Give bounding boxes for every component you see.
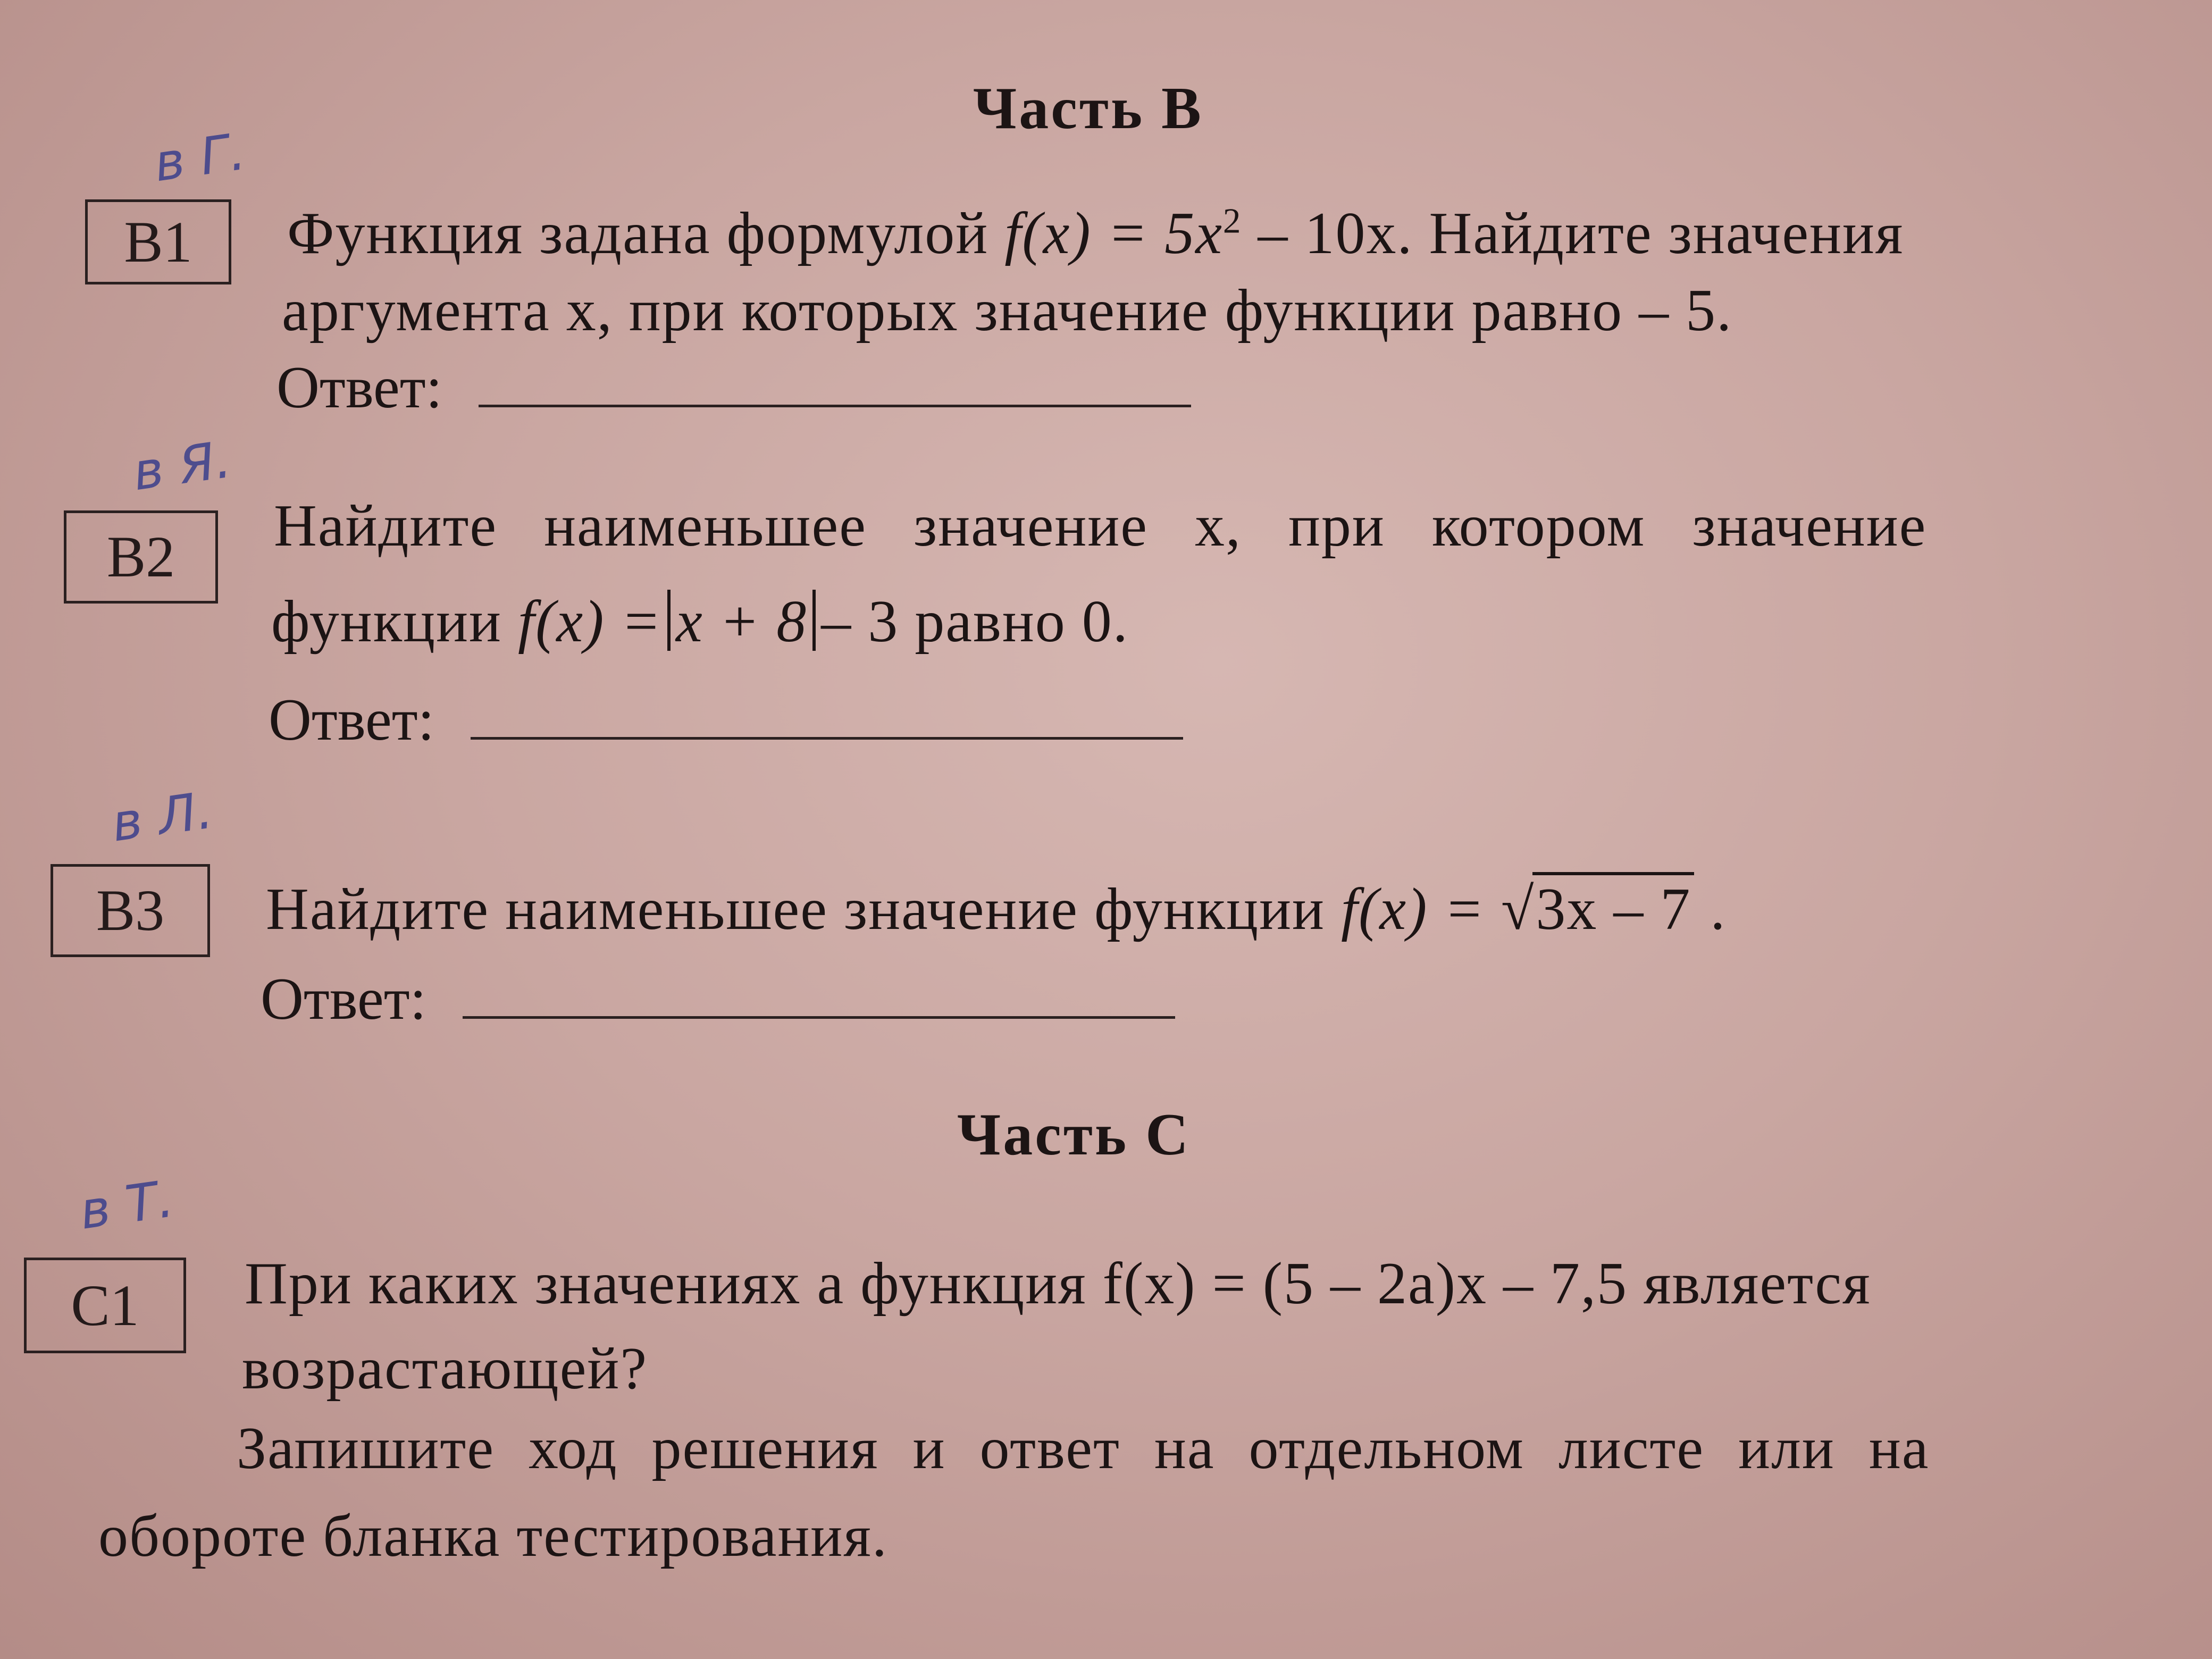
task-b2-line1: Найдите наименьшее значение x, при котором значение <box>274 493 1927 559</box>
task-label-c1: C1 <box>24 1258 186 1353</box>
task-c1-line1: При каких значениях a функция f(x) = (5 – 2a)x – 7,5 является <box>245 1251 1871 1317</box>
abs-bar-right <box>812 590 816 651</box>
task-b3-text-end: . <box>1694 876 1727 942</box>
task-c1-instruction-line2: обороте бланка тестирования. <box>98 1503 888 1569</box>
abs-bar-left <box>667 590 671 651</box>
task-b2-answer-row <box>269 686 1183 755</box>
task-b2-text-end: равно 0. <box>899 589 1129 655</box>
task-b1-line1 <box>287 199 1904 268</box>
task-label-b2: B2 <box>64 510 218 604</box>
task-b2-line2 <box>271 588 1129 656</box>
task-b1-answer-label: Ответ: <box>276 355 442 421</box>
task-b2-abs-expr: x + 8 <box>675 589 808 655</box>
task-b2-fx: f(x) = <box>517 589 662 655</box>
task-b2-answer-label: Ответ: <box>269 687 434 753</box>
task-b2-minus-three: – 3 <box>821 589 899 655</box>
handwritten-note-b3: в Л. <box>108 780 216 853</box>
task-label-b1: B1 <box>85 199 231 284</box>
task-b1-answer-row <box>276 354 1191 422</box>
task-b1-text-post: – 10x. Найдите значения <box>1242 200 1904 266</box>
task-b1-formula: f(x) = 5x <box>1004 200 1223 266</box>
task-b3-line1 <box>266 872 1726 944</box>
task-b3-radicand: 3x – 7 <box>1532 872 1694 944</box>
task-c1-instruction-line1: Запишите ход решения и ответ на отдельном листе или на <box>237 1415 1930 1481</box>
handwritten-note-b1: в Г. <box>150 121 249 194</box>
task-b1-text-pre: Функция задана формулой <box>287 200 1005 266</box>
task-b1-answer-field[interactable] <box>479 362 1191 407</box>
task-b3-text-pre: Найдите наименьшее значение функции <box>266 876 1341 942</box>
part-b-title: Часть B <box>973 76 1203 141</box>
part-c-title: Часть C <box>957 1102 1191 1168</box>
handwritten-note-c1: в Т. <box>76 1169 178 1241</box>
task-b3-answer-label: Ответ: <box>261 966 426 1032</box>
task-b2-answer-field[interactable] <box>471 694 1183 740</box>
task-b1-line2: аргумента x, при которых значение функции равно – 5. <box>282 278 1733 343</box>
handwritten-note-b2: в Я. <box>129 429 235 502</box>
task-b3-answer-row <box>261 965 1175 1034</box>
task-label-b3: B3 <box>51 864 210 957</box>
task-b3-answer-field[interactable] <box>463 974 1175 1019</box>
task-b2-text-pre: функции <box>271 589 518 655</box>
task-b1-exponent: 2 <box>1222 200 1242 241</box>
task-c1-line2: возрастающей? <box>242 1336 648 1402</box>
task-b3-fx: f(x) = √ <box>1340 876 1535 942</box>
